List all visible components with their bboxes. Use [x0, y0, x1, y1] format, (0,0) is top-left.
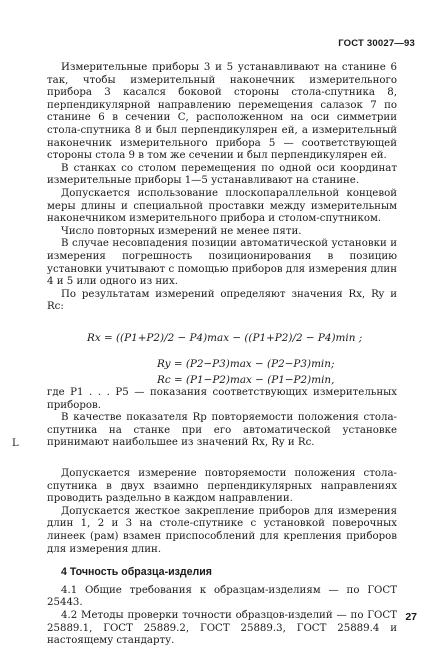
paragraph: По результатам измерений определяют значения Rx, Ry и Rc: [47, 288, 397, 313]
paragraph: 4.2 Методы проверки точности образцов-изделий — по ГОСТ 25889.1, ГОСТ 25889.2, ГОСТ 25889.3, ГОСТ 25889.4 и настоящему стандарту. [47, 609, 397, 647]
page-header: ГОСТ 30027—93 [338, 38, 415, 49]
paragraph: В случае несовпадения позиции автоматической установки и измерения погрешность позиционирования в позицию установки учитывают с помощью приборов для измерения длин 4 и 5 или одного из них. [47, 238, 397, 288]
section-heading: 4 Точность образца-изделия [61, 566, 212, 579]
formula-rc: Rc = (P1−P2)max − (P1−P2)min, [157, 374, 335, 387]
paragraph: Допускается жесткое закрепление приборов для измерения длин 1, 2 и 3 на столе-спутнике с установкой поверочных линеек (рам) взамен приспособлений для крепления приборов для измерения длин. [47, 505, 397, 555]
document-body [47, 62, 397, 648]
formula-ry: Ry = (P2−P3)max − (P2−P3)min; [157, 357, 335, 370]
paragraph: В станках со столом перемещения по одной оси координат измерительные приборы 1—5 устанавливают на станине. [47, 162, 397, 187]
paragraph: Измерительные приборы 3 и 5 устанавливают на станине 6 так, чтобы измерительный наконечник измерительного прибора 3 касался боковой стороны стола-спутника 8, перпендикулярной направлению перемещения салазок 7 по станине 6 в сечении С, расположенном на оси симметрии стола-спутника 8 и был перпендикулярен ей, а измерительный наконечник измерительного прибора 5 — соответствующей стороны стола 9 в том же сечении и был перпендикулярен ей. [47, 62, 397, 162]
paragraph: В качестве показателя Rp повторяемости положения стола-спутника на станке при его автоматической установке принимают наибольшее из значений Rx, Ry и Rc. [47, 412, 397, 449]
paragraph: Допускается использование плоскопараллельной концевой меры длины и специальной проставки между измерительным наконечником измерительного прибора и столом-спутником. [47, 187, 397, 225]
formula-rx: Rx = ((P1+P2)/2 − P4)max − ((P1+P2)/2 − P4)min ; [87, 331, 363, 344]
paragraph: 4.1 Общие требования к образцам-изделиям — по ГОСТ 25443. [47, 584, 397, 609]
formula-legend: где P1 . . . P5 — показания соответствующих измерительных приборов. [47, 387, 397, 411]
paragraph: Допускается измерение повторяемости положения стола-спутника в двух взаимно перпендикулярных направлениях проводить раздельно в каждом направлении. [47, 468, 397, 505]
paragraph: Число повторных измерений не менее пяти. [61, 225, 302, 237]
margin-mark: L [12, 438, 19, 449]
page-number: 27 [405, 611, 417, 623]
